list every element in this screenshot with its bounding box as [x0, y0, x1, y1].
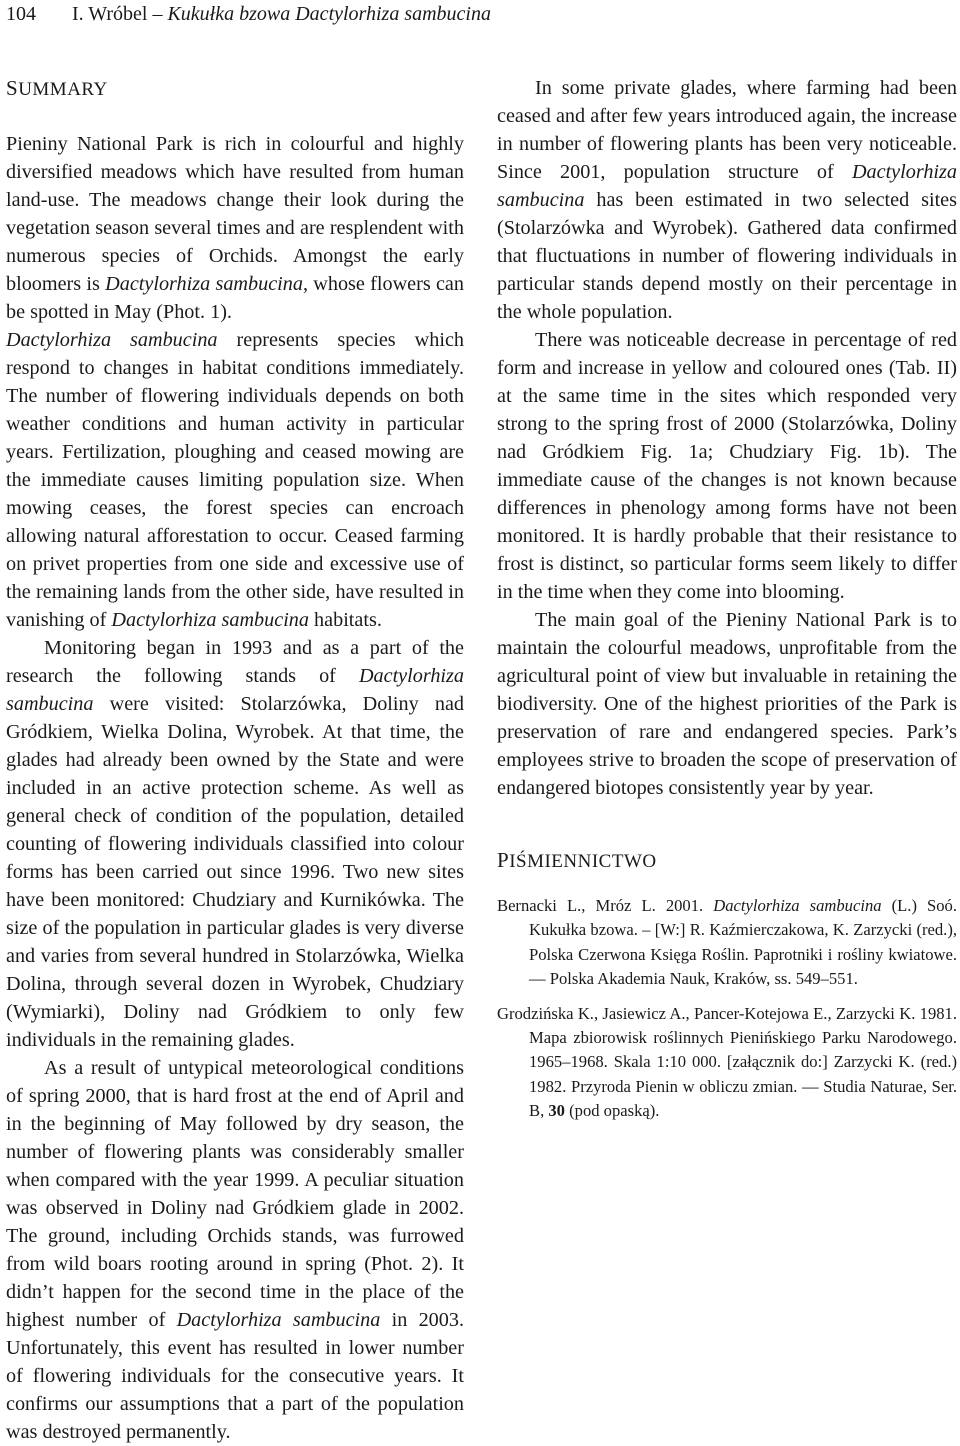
text-run: in 2003. Unfortunately, this event has resulted in lower number of flowering individuals for the consecutive years. It confirms our assumptions that a part of the population was destroyed permanently. [6, 1309, 464, 1443]
species-name: Dactylorhiza sambucina [176, 1309, 381, 1331]
text-run: Pieniny National Park is rich in colourful and highly diversified meadows which have resulted from human land-use. The meadows change their look during the vegetation season several times and are resplendent with numerous species of Orchids. Amongst the early bloomers is [6, 133, 464, 295]
reference-entry [497, 1002, 957, 1124]
header-dash: – [152, 3, 163, 25]
summary-paragraph [6, 634, 464, 1054]
text-run: The main goal of the Pieniny National Park is to maintain the colourful meadows, unprofitable from the agricultural point of view but invaluable in retaining the biodiversity. One of the highest priorities of the Park is preservation of rare and endangered species. Park’s employees strive to broaden the scope of preservation of endangered biotopes consistently year by year. [497, 609, 957, 799]
summary-paragraph [6, 1054, 464, 1446]
summary-heading: SUMMARY [6, 76, 108, 100]
text-run: (L.) Soó. Kukułka bzowa. – [W:] R. Kaźmierczakowa, K. Zarzycki (red.), Polska Czerwona Księga Roślin. Paprotniki i rośliny kwiatowe. — Polska Akademia Nauk, Kraków, ss. 549–551. [529, 896, 958, 989]
species-name: Dactylorhiza sambucina [111, 609, 309, 631]
running-header [6, 0, 491, 28]
species-name: Dactylorhiza sambucina [713, 896, 882, 915]
page-number: 104 [6, 3, 36, 25]
summary-paragraph [6, 326, 464, 634]
text-run: Monitoring began in 1993 and as a part of the research the following stands of [6, 637, 464, 687]
species-name: Dactylorhiza sambucina [105, 273, 303, 295]
volume-number: 30 [548, 1101, 565, 1121]
right-column [497, 74, 957, 1134]
text-run: In some private glades, where farming had been ceased and after few years introduced again, the increase in number of flowering plants has been very noticeable. Since 2001, population structure of [497, 77, 957, 183]
text-run: Bernacki L., Mróz L. 2001. [497, 896, 714, 915]
header-title: Kukułka bzowa Dactylorhiza sambucina [167, 3, 491, 25]
text-run: has been estimated in two selected sites (Stolarzówka and Wyrobek). Gathered data confirmed that fluctuations in number of flowering individuals in particular stands depend mostly on their percentage in the whole population. [497, 189, 957, 323]
reference-entry [497, 894, 957, 992]
species-name: Dactylorhiza sambucina [497, 161, 957, 211]
text-run: , whose flowers can be spotted in May (Phot. 1). [6, 273, 464, 323]
summary-paragraph [497, 74, 957, 326]
references-heading: PIŚMIENNICTWO [497, 848, 657, 872]
summary-paragraph [6, 130, 464, 326]
text-run: were visited: Stolarzówka, Doliny nad Gródkiem, Wielka Dolina, Wyrobek. At that time, the glades had already been owned by the State and were included in an active protection scheme. As well as general check of condition of the population, detailed counting of flowering individuals classified into colour forms has been carried out since 1996. Two new sites have been monitored: Chudziary and Kurnikówka. The size of the population in particular glades is very diverse and varies from several hundred in Stolarzówka, Wielka Dolina, through several dozen in Wyrobek, Chudziary (Wymiarki), Doliny nad Gródkiem to only few individuals in the remaining glades. [6, 693, 464, 1051]
text-run: represents species which respond to changes in habitat conditions immediately. The number of flowering individuals depends on both weather conditions and human activity in particular years. Fertilization, ploughing and ceased mowing are the immediate causes limiting population size. When mowing ceases, the forest species can encroach allowing natural afforestation to occur. Ceased farming on privet properties from one side and excessive use of the remaining lands from the other side, have resulted in vanishing of [6, 329, 464, 631]
left-column [6, 74, 464, 1446]
text-run: (pod opaską). [564, 1101, 660, 1121]
header-author: I. Wróbel [72, 3, 148, 25]
species-name: Dactylorhiza sambucina [6, 665, 464, 715]
text-run: habitats. [309, 609, 382, 631]
summary-paragraph [497, 326, 957, 606]
text-run: There was noticeable decrease in percentage of red form and increase in yellow and coloured ones (Tab. II) at the same time in the sites which responded very strong to the spring frost of 2000 (Stolarzówka, Doliny nad Gródkiem Fig. 1a; Chudziary Fig. 1b). The immediate cause of the changes is not known because differences in phenology among forms have not been monitored. It is hardly probable that their resistance to frost is distinct, so particular forms seem likely to differ in the time when they come into blooming. [497, 329, 957, 603]
summary-paragraph [497, 606, 957, 802]
text-run: Grodzińska K., Jasiewicz A., Pancer-Kotejowa E., Zarzycki K. 1981. Mapa zbiorowisk roślinnych Pienińskiego Parku Narodowego. 1965–1968. Skala 1:10 000. [załącznik do:] Zarzycki K. (red.) 1982. Przyroda Pienin w obliczu zmian. — Studia Naturae, Ser. B, [497, 1003, 957, 1121]
text-run: As a result of untypical meteorological conditions of spring 2000, that is hard frost at the end of April and in the beginning of May followed by dry season, the number of flowering plants was considerably smaller when compared with the year 1999. A peculiar situation was observed in Doliny nad Gródkiem glade in 2002. The ground, including Orchids stands, was furrowed from wild boars rooting around in spring (Phot. 2). It didn’t happen for the second time in the place of the highest number of [6, 1057, 464, 1331]
species-name: Dactylorhiza sambucina [6, 329, 218, 351]
